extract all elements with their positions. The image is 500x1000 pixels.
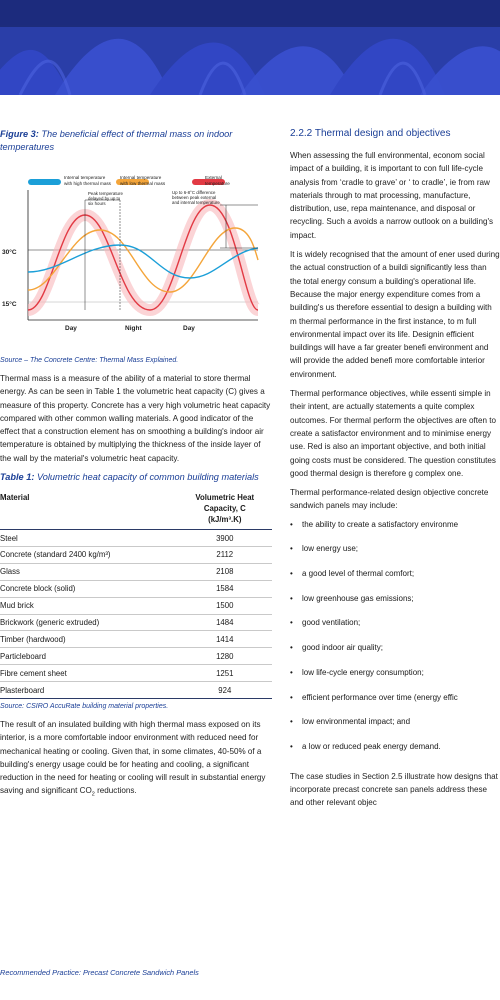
list-item: • low environmental impact; and xyxy=(290,717,411,727)
table-row: Timber (hardwood) 1414 xyxy=(0,631,272,648)
x-label-day-1: Day xyxy=(65,325,77,332)
section-heading: 2.2.2 Thermal design and objectives xyxy=(290,128,451,139)
legend-low-mass-line1: Internal temperature xyxy=(120,175,162,180)
header-material: Material xyxy=(0,490,178,530)
list-item: • low energy use; xyxy=(290,544,359,554)
paragraph-lifecycle: When assessing the full environmental, econom social impact of a building, it is important to con full life-cycle analysis from ‘cradle to grave’ or ‘ to cradle’, ie from raw materials through to mat processing, manufacture, distribution, use, repa maintenance, and disposal or recycling. Such a avoids a narrow outlook on a building's impact. xyxy=(290,151,494,240)
table-row: Concrete block (solid) 1584 xyxy=(0,580,272,597)
table-row: Concrete (standard 2400 kg/m³) 2112 xyxy=(0,546,272,563)
list-item: • good ventilation; xyxy=(290,618,361,628)
annotation-peak-line3: six hours xyxy=(88,201,106,206)
paragraph-thermal-mass: Thermal mass is a measure of the ability of a material to store thermal energy. As can be seen in Table 1 the volumetric heat capacity (C) gives a measure of this property. Concrete has a very high volumetric heat capacity compared with other common walling materials. A good indicator of the effect that a construction element has on smoothing a building's indoor air temperature is obtained by multiplying the thickness of the inside layer of the wall by the material's volumetric heat capacity. xyxy=(0,374,271,463)
x-label-night: Night xyxy=(125,325,142,332)
legend-swatch-high-mass xyxy=(28,179,61,185)
list-item: • low life-cycle energy consumption; xyxy=(290,667,424,677)
list-item: • low greenhouse gas emissions; xyxy=(290,593,414,603)
header-heat-capacity: Volumetric Heat Capacity, C (kJ/m³.K) xyxy=(178,490,272,530)
legend-high-mass-line2: with high thermal mass xyxy=(64,181,111,186)
y-label-30: 30°C xyxy=(2,249,17,256)
legend-external-line2: temperature xyxy=(205,181,230,186)
table-row: Plasterboard 924 xyxy=(0,682,272,699)
left-column xyxy=(0,128,272,808)
table-row: Fibre cement sheet 1251 xyxy=(0,665,272,682)
table-row: Brickwork (generic extruded) 1484 xyxy=(0,614,272,631)
list-item: • a low or reduced peak energy demand. xyxy=(290,741,441,751)
paragraph-design-objectives: Thermal performance-related design objective concrete sandwich panels may include: xyxy=(290,488,489,511)
list-item: • efficient performance over time (energy effic xyxy=(290,692,458,702)
x-label-day-2: Day xyxy=(183,325,195,332)
figure-caption: Figure 3: The beneficial effect of thermal mass on indoor temperatures xyxy=(0,129,233,152)
list-item: • good indoor air quality; xyxy=(290,643,383,653)
list-item: • the ability to create a satisfactory environme xyxy=(290,519,459,529)
annotation-peak-line1: Peak temperature xyxy=(88,191,123,196)
annotation-diff-line1: Up to 6-8°C difference xyxy=(172,190,216,195)
legend-external-line1: External xyxy=(205,175,222,180)
table-row: Steel 3900 xyxy=(0,530,272,547)
annotation-diff-line2: between peak external xyxy=(172,195,217,200)
figure-source: Source – The Concrete Centre: Thermal Mass Explained. xyxy=(0,357,179,364)
y-label-15: 15°C xyxy=(2,301,17,308)
legend-low-mass-line2: with low thermal mass xyxy=(120,181,166,186)
header-banner xyxy=(0,0,500,95)
table-source: Source: CSIRO AccuRate building material properties. xyxy=(0,702,169,710)
paragraph-case-studies: The case studies in Section 2.5 illustrate how designs that incorporate precast concrete san panels address these and other relevant objec xyxy=(290,771,498,808)
heat-capacity-table xyxy=(0,490,272,699)
objectives-list xyxy=(290,519,500,766)
legend-high-mass-line1: Internal temperature xyxy=(64,175,106,180)
banner-graphic xyxy=(0,0,500,95)
right-column xyxy=(290,128,500,815)
page-footer: Recommended Practice: Precast Concrete Sandwich Panels xyxy=(0,968,199,977)
table-caption: Table 1: Volumetric heat capacity of common building materials xyxy=(0,472,259,483)
annotation-peak-line2: delayed by up to xyxy=(88,196,121,201)
paragraph-objectives: Thermal performance objectives, while essenti simple in their intent, are actually statements a quite complex outcomes. For thermal perform the objectives are often to create a satisfactor environment and to minimise energy use. Red is also an important objective, and both initial going costs must be considered. The question constitutes good thermal design is therefore g complex one. xyxy=(290,389,497,478)
list-item: • a good level of thermal comfort; xyxy=(290,569,415,579)
paragraph-insulated-building: The result of an insulated building with high thermal mass exposed on its interior, is a more comfortable indoor environment with reduced need for mechanical heating or cooling. Given that, in some climates, 40-50% of a building's energy usage could be for heating and cooling, a significant reduction in the need for heating or cooling will result in substantial energy saving and significant $CO_2$ reductions. xyxy=(0,719,266,799)
thermal-mass-figure xyxy=(0,160,272,348)
annotation-diff-line3: and internal temperature xyxy=(172,200,220,205)
table-row: Mud brick 1500 xyxy=(0,597,272,614)
paragraph-energy: It is widely recognised that the amount of ener used during the actual construction of a buildi significantly less than the total energy consum a building's operational life. Because the major energy expenditure comes from a building's us therefore essential to design a building with m thermal performance in the first instance, to m full environmental impact over its life. Designin efficient buildings will have a far greater benefi environment and will provide the added benefi more comfortable interior environment. xyxy=(290,250,500,379)
table-row: Particleboard 1280 xyxy=(0,648,272,665)
table-row: Glass 2108 xyxy=(0,563,272,580)
table-header-row xyxy=(0,490,272,530)
